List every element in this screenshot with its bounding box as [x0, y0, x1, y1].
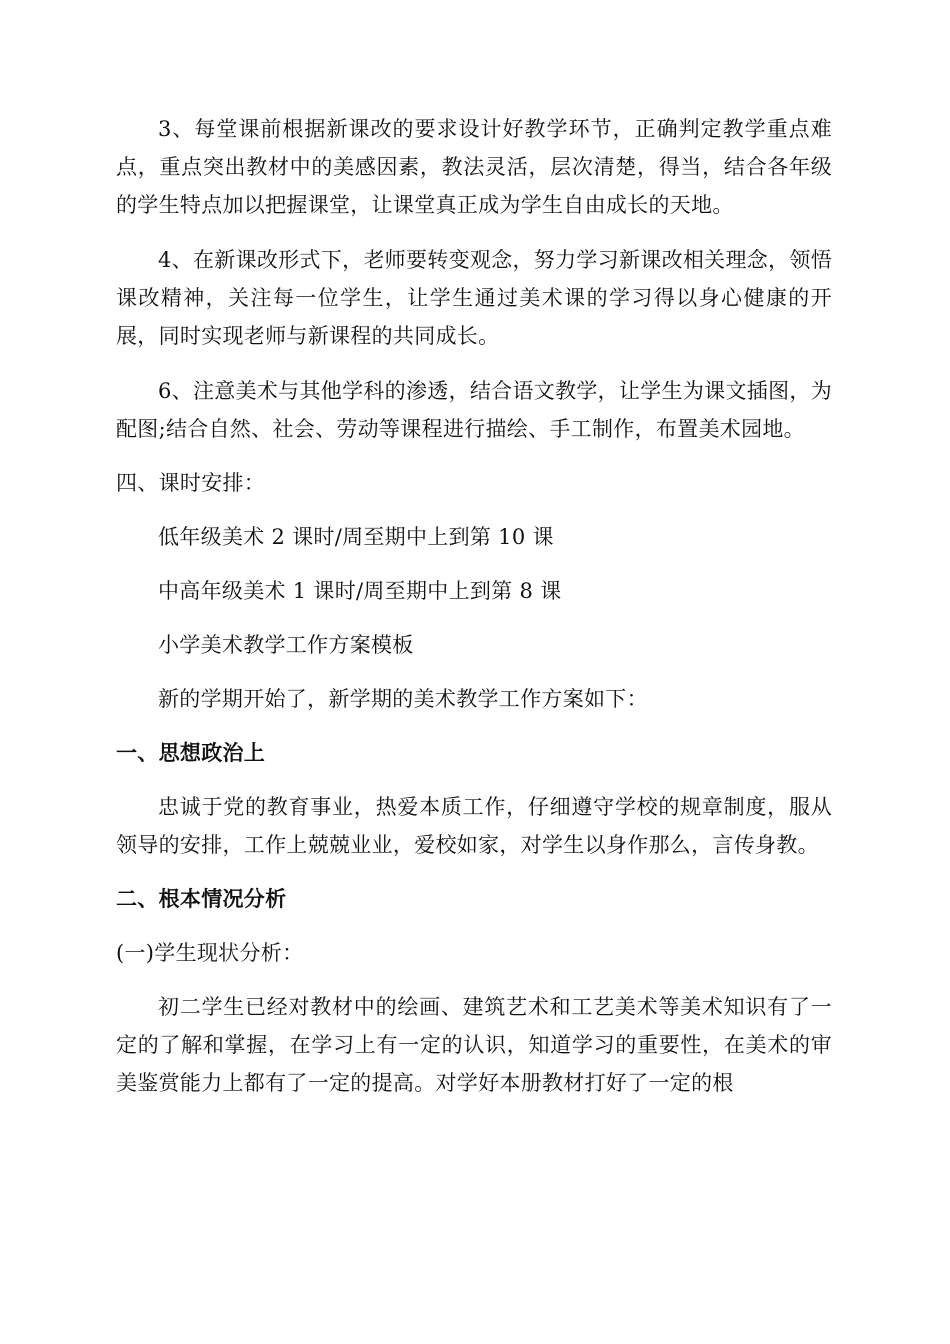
subheading-student-status: (一)学生现状分析：: [116, 941, 304, 965]
template-title: 小学美术教学工作方案模板: [158, 633, 414, 657]
student-analysis-paragraph: 初二学生已经对教材中的绘画、建筑艺术和工艺美术等美术知识有了一定的了解和掌握，在学习上有一定的认识，知道学习的重要性，在美术的审美鉴赏能力上都有了一定的提高。对学好本册教材打好了一定的根: [116, 995, 832, 1095]
schedule-lower-grades: 低年级美术 2 课时/周至期中上到第 10 课: [158, 525, 554, 549]
section-heading-analysis: 二、根本情况分析: [116, 887, 287, 911]
intro-paragraph: 新的学期开始了，新学期的美术教学工作方案如下：: [158, 687, 648, 711]
section-heading-politics: 一、思想政治上: [116, 741, 266, 765]
paragraph-item-4: 4、在新课改形式下，老师要转变观念，努力学习新课改相关理念，领悟课改精神，关注每一位学生，让学生通过美术课的学习得以身心健康的开展，同时实现老师与新课程的共同成长。: [116, 248, 832, 348]
paragraph-item-3: 3、每堂课前根据新课改的要求设计好教学环节，正确判定教学重点难点，重点突出教材中的美感因素，教法灵活，层次清楚，得当，结合各年级的学生特点加以把握课堂，让课堂真正成为学生自由成长的天地。: [116, 117, 832, 217]
document-page: [116, 110, 832, 1102]
paragraph-item-6: 6、注意美术与其他学科的渗透，结合语文教学，让学生为课文插图，为配图;结合自然、社会、劳动等课程进行描绘、手工制作，布置美术园地。: [116, 379, 832, 441]
section-heading-schedule: 四、课时安排：: [116, 471, 266, 495]
politics-paragraph: 忠诚于党的教育事业，热爱本质工作，仔细遵守学校的规章制度，服从领导的安排，工作上兢兢业业，爱校如家，对学生以身作那么，言传身教。: [116, 795, 832, 857]
schedule-upper-grades: 中高年级美术 1 课时/周至期中上到第 8 课: [158, 579, 562, 603]
